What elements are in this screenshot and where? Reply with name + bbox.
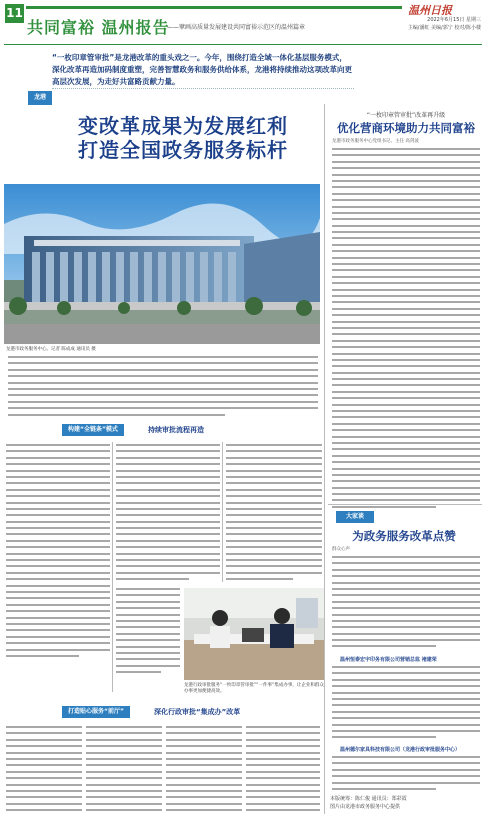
lead-photo	[4, 184, 320, 344]
column-1-text	[6, 444, 110, 661]
lead-body-text	[8, 356, 318, 420]
column-2-text-lower	[116, 588, 180, 677]
issue-staff: 主编/潘虹 美编/郭宁 校对/陈小楼	[407, 25, 481, 31]
right-article-byline: 龙港市政务服务中心党组书记、主任 高剑波	[332, 139, 419, 144]
issue-date: 2022年6月15日 星期三	[427, 17, 481, 23]
right-column-divider	[324, 104, 325, 814]
right-article-title: 优化营商环境助力共同富裕	[337, 121, 475, 135]
section-1-label: 构建“全链条”模式	[62, 424, 124, 436]
column-3-text	[226, 444, 322, 585]
right-article-body	[332, 148, 480, 512]
service-hall-caption: 龙港行政审批服务“一枚印章管审批”“一件事”集成办事，让企业和群众办事更加便捷高效。	[184, 683, 324, 694]
headline-line-1: 变改革成果为发展红利	[78, 114, 288, 138]
section-2-col-2	[86, 726, 162, 815]
headline	[48, 114, 318, 162]
section-2-col-3	[166, 726, 242, 815]
right-article-kicker: “一枚印章管审批”改革再升级	[366, 112, 446, 119]
service-hall-illustration	[184, 588, 324, 680]
column-divider-2	[222, 442, 223, 582]
column-2-text	[116, 444, 220, 585]
footer-credit-line-2: 图片由龙港市政务服务中心提供	[330, 804, 401, 810]
page-number: 11	[5, 4, 24, 23]
region-tag: 龙港	[28, 91, 52, 105]
opinion-speaker-1: 温州恒泰宏宇印务有限公司营销总监 褚建荣	[340, 657, 437, 663]
footer-credit	[330, 795, 480, 811]
section-2-title: 深化行政审批“集成办”改革	[154, 708, 241, 716]
lead-intro	[52, 52, 354, 102]
lead-photo-caption: 龙港市政务服务中心。记者 陈成成 通讯员 摄	[6, 347, 96, 352]
section-bar-1	[62, 424, 302, 436]
right-article-separator	[328, 504, 482, 505]
opinion-body-1	[332, 556, 480, 652]
headline-line-2: 打造全国政务服务标杆	[78, 138, 288, 162]
opinion-byline: 群众心声	[332, 547, 350, 552]
issue-info	[385, 16, 481, 32]
opinion-speaker-2: 温州德尔家具科技有限公司（龙港行政审批服务中心）	[340, 747, 461, 753]
opinion-title: 为政务服务改革点赞	[352, 529, 456, 543]
column-divider-1	[112, 442, 113, 692]
opinion-body-3	[332, 756, 480, 794]
section-bar-2	[62, 706, 302, 718]
building-illustration	[4, 184, 320, 344]
column-title: 共同富裕 温州报告	[27, 18, 170, 37]
section-2-col-1	[6, 726, 82, 815]
service-hall-photo	[184, 588, 324, 680]
section-1-title: 持续审批流程再造	[148, 426, 204, 434]
section-2-label: 打造贴心服务“前厅”	[62, 706, 130, 718]
masthead-divider	[4, 44, 482, 45]
opinion-body-2	[332, 666, 480, 743]
lead-intro-text: “一枚印章管审批”是龙港改革的重头戏之一。今年，围绕打造全域一体化基层服务模式，深化改革再造加码制度重塑，完善智慧政务和服务供给体系，龙港将持续推动这项改革向更高层次发展，为走好共富路贡献力量。	[52, 52, 354, 89]
section-2-col-4	[246, 726, 320, 815]
paper-name: 温州日报	[408, 4, 452, 17]
column-subtitle: ——擘画高质量发展建设共同富裕示范区的温州篇章	[167, 24, 306, 31]
footer-credit-line-1: 本版统筹：陈仁俊 通讯员：郑彩霞	[330, 796, 407, 802]
masthead-rule	[26, 6, 402, 9]
masthead	[0, 0, 487, 42]
opinion-tag: 大家谈	[336, 511, 374, 523]
